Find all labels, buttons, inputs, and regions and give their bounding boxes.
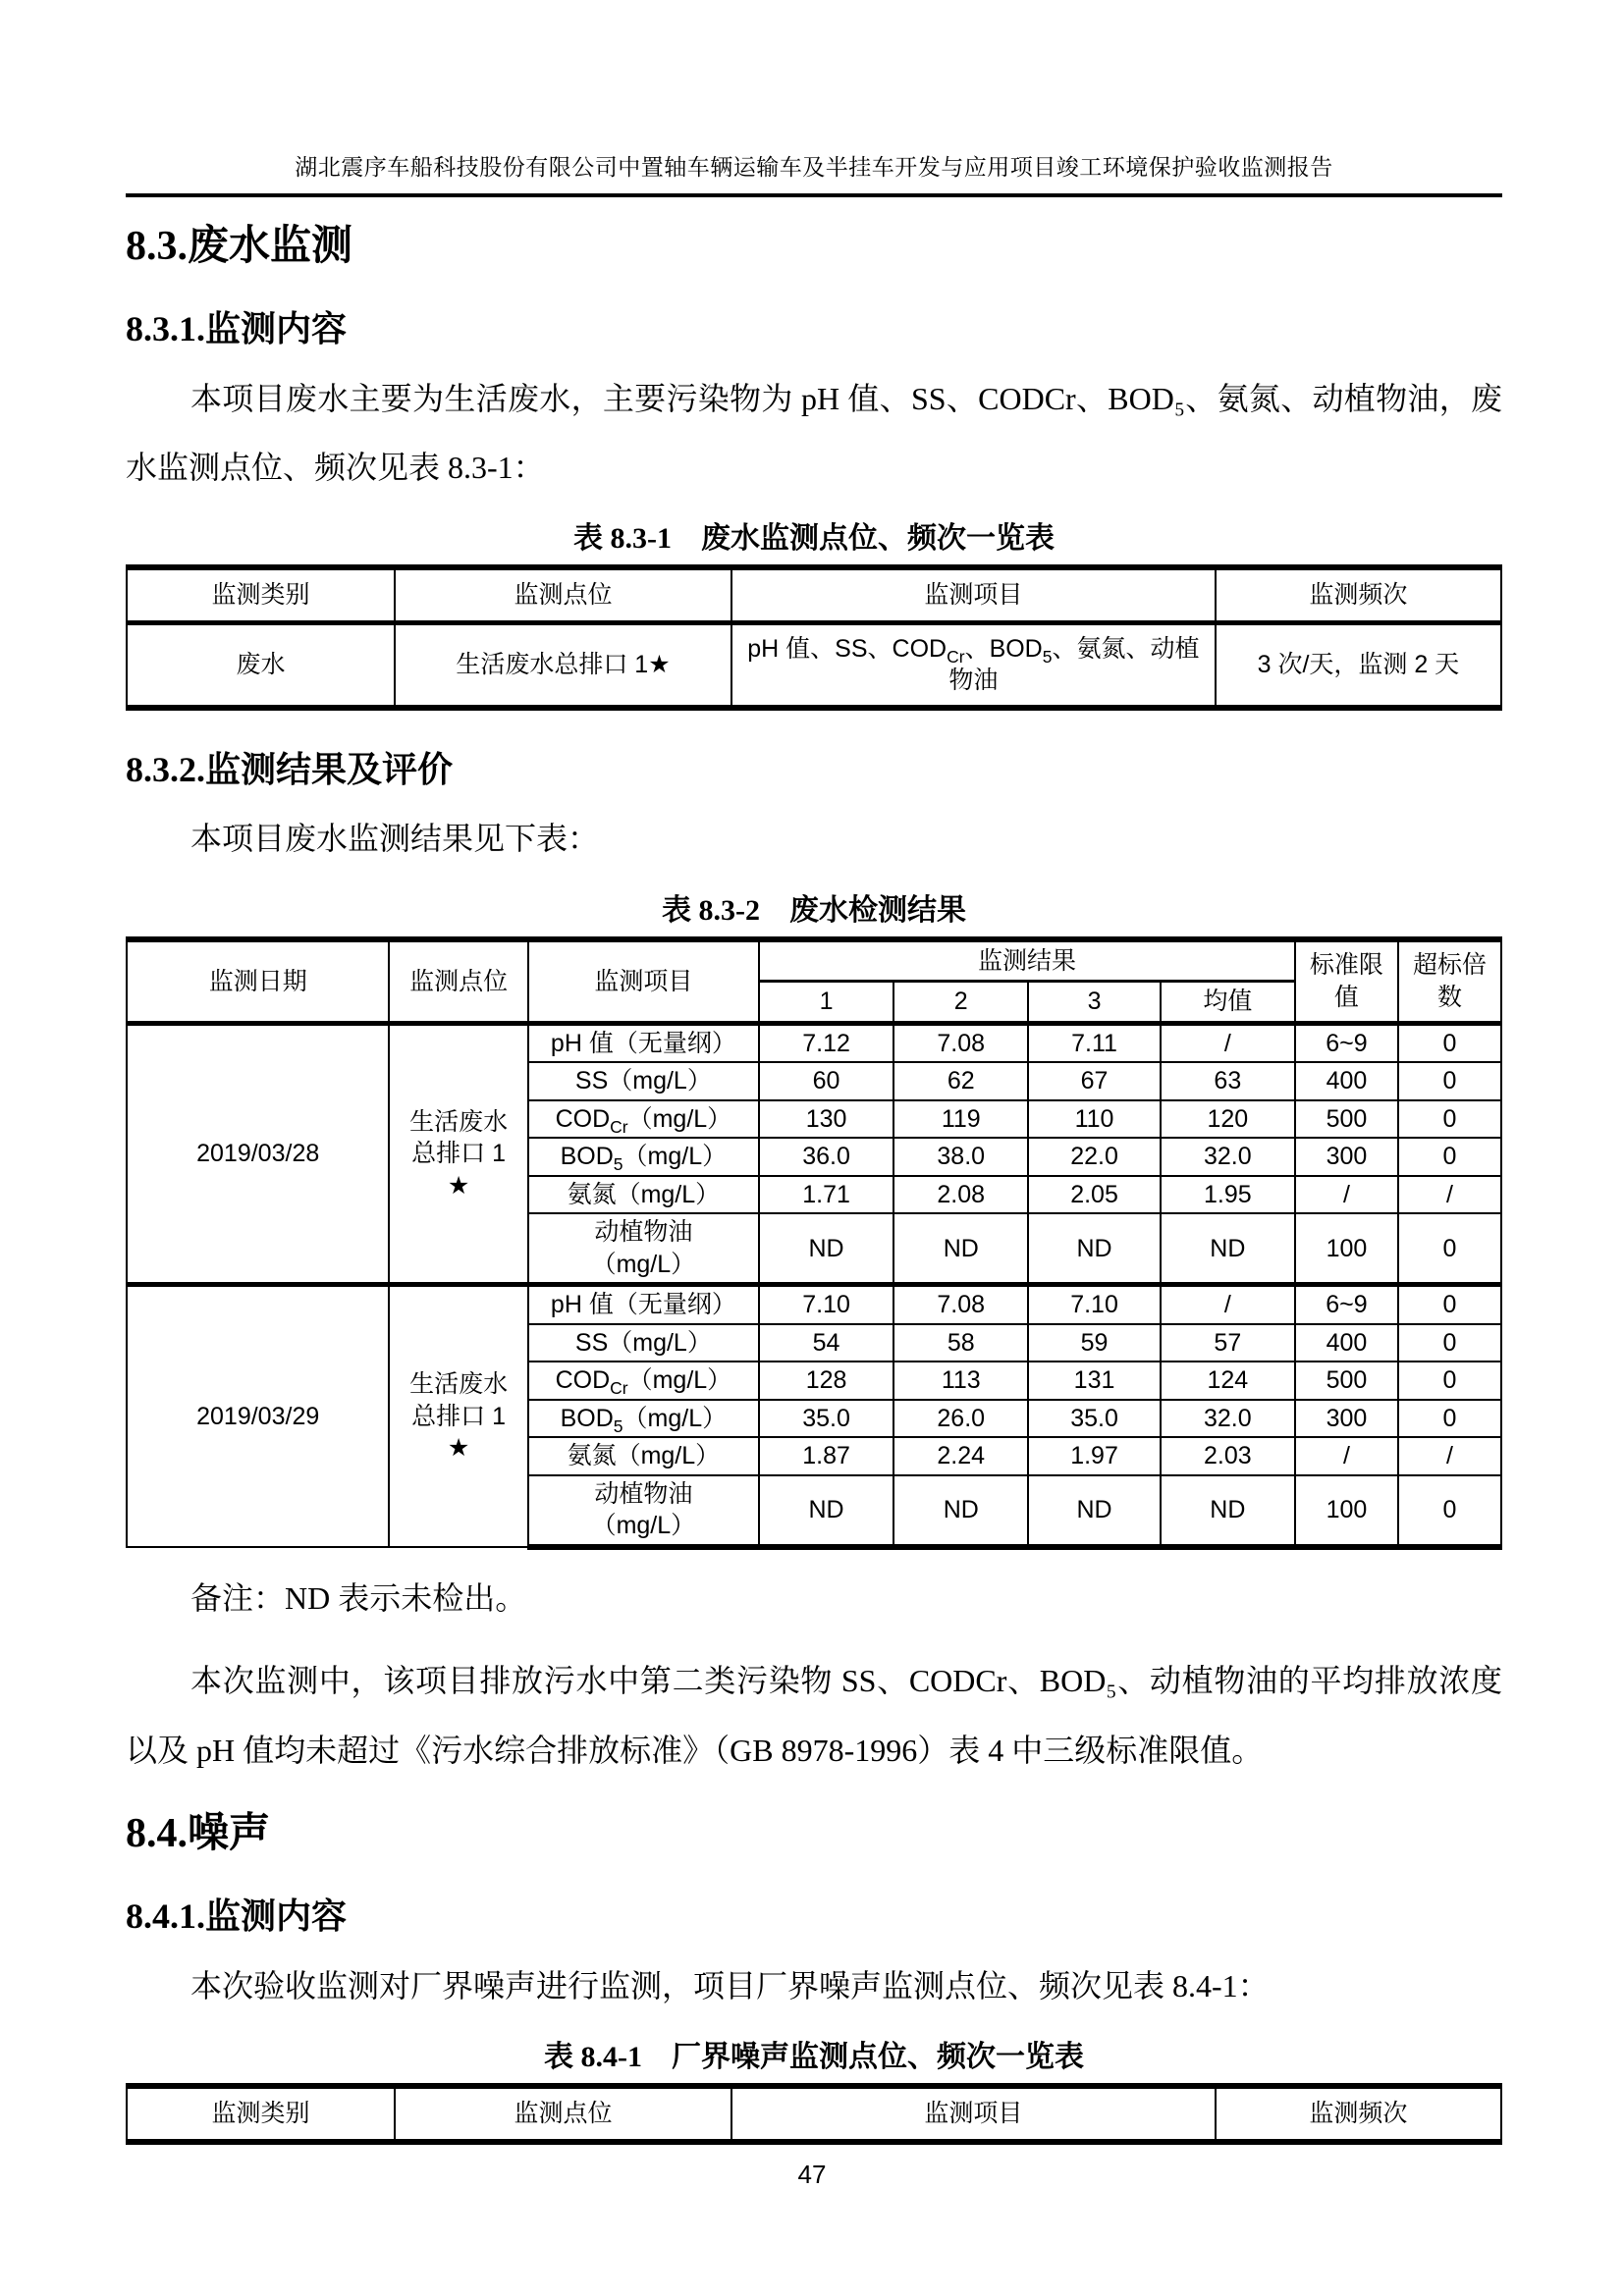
table-head xyxy=(127,939,1501,1024)
cell-result-value: 113 xyxy=(893,1362,1028,1400)
page-number: 47 xyxy=(797,2160,827,2189)
cell-exceed-multiple: 0 xyxy=(1398,1362,1501,1400)
cell-monitor-point: 生活废水总排口 1★ xyxy=(395,622,731,708)
cell-result-value: / xyxy=(1161,1285,1295,1324)
cell-result-value: ND xyxy=(1028,1213,1160,1285)
cell-result-value: 35.0 xyxy=(759,1400,893,1438)
cell-monitor-item: $COD_{Cr}(mg/L)$ xyxy=(528,1100,759,1139)
table-row xyxy=(127,1285,1501,1324)
subscript: 5 xyxy=(613,1154,623,1175)
cell-result-value: ND xyxy=(893,1475,1028,1547)
cell-result-value: 62 xyxy=(893,1062,1028,1100)
cell-monitor-item: SS（mg/L） xyxy=(528,1062,759,1100)
paragraph-conclusion: 本次监测中，该项目排放污水中第二类污染物 SS、CODCr、BOD₅、动植物油的平均排放浓度以及 pH 值均未超过《污水综合排放标准》（GB 8978-1996）表 4 中三级标准限值。 xyxy=(126,1663,1502,1768)
cell-result-value: 22.0 xyxy=(1028,1138,1160,1176)
cell-result-value: 32.0 xyxy=(1161,1400,1295,1438)
table-header-row xyxy=(127,2086,1501,2142)
header-result-col: 2 xyxy=(893,982,1028,1024)
table-header-cell: 监测类别 xyxy=(127,2086,395,2142)
table-header-cell: 监测频次 xyxy=(1216,567,1501,622)
cell-exceed-multiple: 0 xyxy=(1398,1324,1501,1362)
cell-result-value: 1.95 xyxy=(1161,1176,1295,1214)
cell-monitor-date: 2019/03/29 xyxy=(127,1285,389,1547)
table-8-3-2-caption: 表 8.3-2 废水检测结果 xyxy=(662,893,966,927)
cell-standard-limit: / xyxy=(1295,1176,1398,1214)
cell-standard-limit: 300 xyxy=(1295,1138,1398,1176)
cell-monitor-date: 2019/03/28 xyxy=(127,1023,389,1285)
cell-monitor-items: pH 值、SS、$COD_{Cr}$、$BOD_5$、氨氮、动植物油 xyxy=(731,622,1216,708)
cell-exceed-multiple: 0 xyxy=(1398,1023,1501,1062)
cell-result-value: 2.08 xyxy=(893,1176,1028,1214)
cell-result-value: 128 xyxy=(759,1362,893,1400)
cell-exceed-multiple: 0 xyxy=(1398,1400,1501,1438)
cell-result-value: 54 xyxy=(759,1324,893,1362)
cell-monitor-item: $BOD_5(mg/L)$ xyxy=(528,1400,759,1438)
cell-monitor-item: SS（mg/L） xyxy=(528,1324,759,1362)
cell-result-value: 131 xyxy=(1028,1362,1160,1400)
subscript: 5 xyxy=(1042,646,1053,667)
cell-result-value: 7.12 xyxy=(759,1023,893,1062)
cell-monitor-frequency: 3 次/天，监测 2 天 xyxy=(1216,622,1501,708)
cell-result-value: 7.08 xyxy=(893,1285,1028,1324)
cell-standard-limit: 300 xyxy=(1295,1400,1398,1438)
header-exceed-multiple: 超标倍数 xyxy=(1398,939,1501,1024)
paragraph-results-intro: 本项目废水监测结果见下表： xyxy=(190,821,600,857)
cell-standard-limit: 500 xyxy=(1295,1362,1398,1400)
cell-monitor-category: 废水 xyxy=(127,622,395,708)
table-header-cell: 监测项目 xyxy=(731,567,1216,622)
paragraph-wastewater-intro: 本项目废水主要为生活废水，主要污染物为 pH 值、SS、CODCr、BOD₅、氨氮、动植物油，废水监测点位、频次见表 8.3-1： xyxy=(126,380,1502,486)
table-8-4-1-caption: 表 8.4-1 厂界噪声监测点位、频次一览表 xyxy=(544,2041,1084,2073)
heading-8-3-2-results-evaluation: 8.3.2.监测结果及评价 xyxy=(126,749,454,789)
paragraph-note-nd: 备注：ND 表示未检出。 xyxy=(190,1579,527,1616)
cell-result-value: 7.10 xyxy=(1028,1285,1160,1324)
cell-standard-limit: 400 xyxy=(1295,1062,1398,1100)
header-result-col: 3 xyxy=(1028,982,1160,1024)
table-head xyxy=(127,2086,1501,2142)
cell-standard-limit: 400 xyxy=(1295,1324,1398,1362)
cell-result-value: 124 xyxy=(1161,1362,1295,1400)
table-body xyxy=(127,1023,1501,1547)
cell-result-value: 7.10 xyxy=(759,1285,893,1324)
cell-result-value: 7.11 xyxy=(1028,1023,1160,1062)
heading-8-3-1-monitoring-content: 8.3.1.监测内容 xyxy=(126,309,348,349)
cell-standard-limit: 500 xyxy=(1295,1100,1398,1139)
table-8-3-2-wastewater-results xyxy=(126,936,1502,1550)
cell-result-value: 120 xyxy=(1161,1100,1295,1139)
cell-monitor-item: 氨氮（mg/L） xyxy=(528,1176,759,1214)
table-row xyxy=(127,1023,1501,1062)
table-header-cell: 监测项目 xyxy=(731,2086,1216,2142)
cell-monitor-item: 动植物油 （mg/L） xyxy=(528,1213,759,1285)
subscript: Cr xyxy=(947,646,965,667)
subscript: Cr xyxy=(610,1116,628,1137)
cell-result-value: ND xyxy=(1161,1213,1295,1285)
cell-exceed-multiple: 0 xyxy=(1398,1138,1501,1176)
cell-result-value: 1.71 xyxy=(759,1176,893,1214)
cell-result-value: ND xyxy=(893,1213,1028,1285)
table-header-cell: 监测频次 xyxy=(1216,2086,1501,2142)
table-8-3-1-caption: 表 8.3-1 废水监测点位、频次一览表 xyxy=(573,522,1055,556)
cell-result-value: ND xyxy=(759,1475,893,1547)
cell-monitor-item: pH 值（无量纲） xyxy=(528,1023,759,1062)
cell-result-value: ND xyxy=(1161,1475,1295,1547)
heading-8-3-wastewater-monitoring: 8.3.废水监测 xyxy=(126,224,353,269)
header-monitor-point: 监测点位 xyxy=(389,939,527,1024)
header-result-col: 1 xyxy=(759,982,893,1024)
subscript: 5 xyxy=(613,1415,623,1436)
table-header-cell: 监测点位 xyxy=(395,567,731,622)
document-header xyxy=(126,0,1502,197)
cell-monitor-item: $BOD_5(mg/L)$ xyxy=(528,1138,759,1176)
cell-result-value: 32.0 xyxy=(1161,1138,1295,1176)
cell-exceed-multiple: 0 xyxy=(1398,1100,1501,1139)
cell-result-value: 67 xyxy=(1028,1062,1160,1100)
table-header-row xyxy=(127,939,1501,982)
header-monitor-results-group: 监测结果 xyxy=(759,939,1295,982)
cell-monitor-item: $COD_{Cr}(mg/L)$ xyxy=(528,1362,759,1400)
cell-result-value: 38.0 xyxy=(893,1138,1028,1176)
cell-standard-limit: 6~9 xyxy=(1295,1285,1398,1324)
cell-result-value: 26.0 xyxy=(893,1400,1028,1438)
cell-result-value: 1.97 xyxy=(1028,1437,1160,1475)
heading-8-4-noise: 8.4.噪声 xyxy=(126,1810,271,1856)
header-monitor-item: 监测项目 xyxy=(528,939,759,1024)
cell-result-value: 58 xyxy=(893,1324,1028,1362)
cell-monitor-point: 生活废水 总排口 1 ★ xyxy=(389,1285,527,1547)
cell-monitor-item: 动植物油 （mg/L） xyxy=(528,1475,759,1547)
cell-result-value: 110 xyxy=(1028,1100,1160,1139)
heading-8-4-1-monitoring-content: 8.4.1.监测内容 xyxy=(126,1896,348,1937)
cell-result-value: 36.0 xyxy=(759,1138,893,1176)
table-header-cell: 监测类别 xyxy=(127,567,395,622)
cell-result-value: 119 xyxy=(893,1100,1028,1139)
table-body xyxy=(127,622,1501,708)
paragraph-noise-intro: 本次验收监测对厂界噪声进行监测，项目厂界噪声监测点位、频次见表 8.4-1： xyxy=(190,1967,1270,2003)
cell-result-value: 57 xyxy=(1161,1324,1295,1362)
cell-result-value: 2.03 xyxy=(1161,1437,1295,1475)
cell-result-value: ND xyxy=(1028,1475,1160,1547)
cell-standard-limit: 6~9 xyxy=(1295,1023,1398,1062)
cell-result-value: 60 xyxy=(759,1062,893,1100)
header-standard-limit: 标准限值 xyxy=(1295,939,1398,1024)
table-row xyxy=(127,622,1501,708)
cell-result-value: 2.05 xyxy=(1028,1176,1160,1214)
cell-exceed-multiple: / xyxy=(1398,1176,1501,1214)
cell-exceed-multiple: / xyxy=(1398,1437,1501,1475)
cell-exceed-multiple: 0 xyxy=(1398,1213,1501,1285)
table-8-4-1-noise-points xyxy=(126,2083,1502,2145)
cell-result-value: 63 xyxy=(1161,1062,1295,1100)
cell-standard-limit: 100 xyxy=(1295,1475,1398,1547)
cell-result-value: ND xyxy=(759,1213,893,1285)
cell-monitor-item: 氨氮（mg/L） xyxy=(528,1437,759,1475)
cell-exceed-multiple: 0 xyxy=(1398,1285,1501,1324)
header-monitor-date: 监测日期 xyxy=(127,939,389,1024)
subscript: Cr xyxy=(610,1378,628,1399)
cell-result-value: 59 xyxy=(1028,1324,1160,1362)
cell-exceed-multiple: 0 xyxy=(1398,1475,1501,1547)
cell-result-value: 35.0 xyxy=(1028,1400,1160,1438)
table-header-cell: 监测点位 xyxy=(395,2086,731,2142)
cell-result-value: 7.08 xyxy=(893,1023,1028,1062)
cell-standard-limit: / xyxy=(1295,1437,1398,1475)
cell-monitor-item: pH 值（无量纲） xyxy=(528,1285,759,1324)
cell-result-value: 1.87 xyxy=(759,1437,893,1475)
table-8-3-1-wastewater-points xyxy=(126,564,1502,711)
cell-result-value: 130 xyxy=(759,1100,893,1139)
cell-result-value: 2.24 xyxy=(893,1437,1028,1475)
table-header-row xyxy=(127,567,1501,622)
cell-standard-limit: 100 xyxy=(1295,1213,1398,1285)
table-head xyxy=(127,567,1501,622)
cell-monitor-point: 生活废水 总排口 1 ★ xyxy=(389,1023,527,1285)
header-result-col: 均值 xyxy=(1161,982,1295,1024)
document-header-title: 湖北震序车船科技股份有限公司中置轴车辆运输车及半挂车开发与应用项目竣工环境保护验收监测报告 xyxy=(126,149,1502,197)
cell-result-value: / xyxy=(1161,1023,1295,1062)
cell-exceed-multiple: 0 xyxy=(1398,1062,1501,1100)
